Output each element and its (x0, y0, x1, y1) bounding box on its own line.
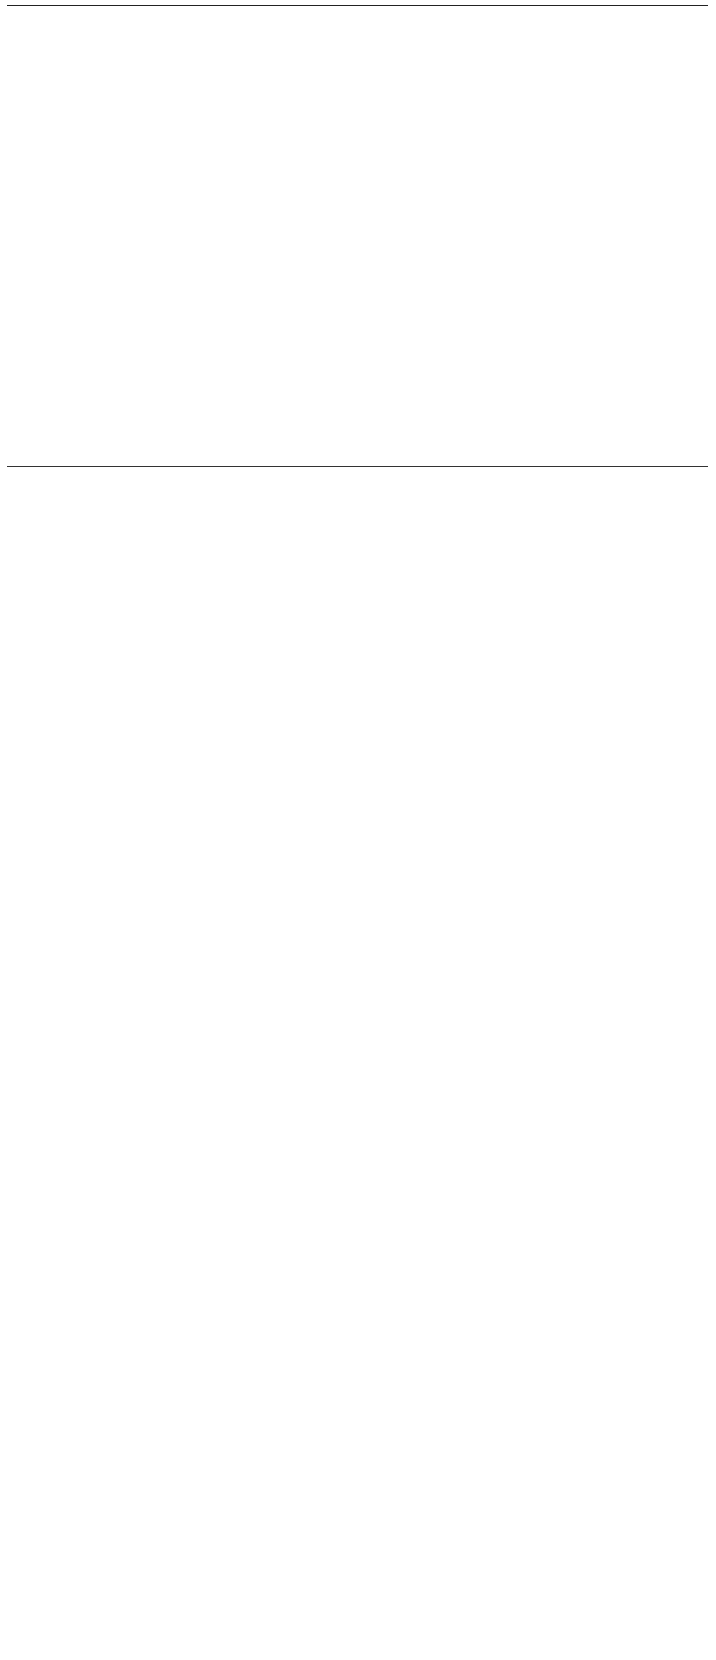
report-title (7, 5, 708, 6)
section-divider (7, 466, 708, 467)
